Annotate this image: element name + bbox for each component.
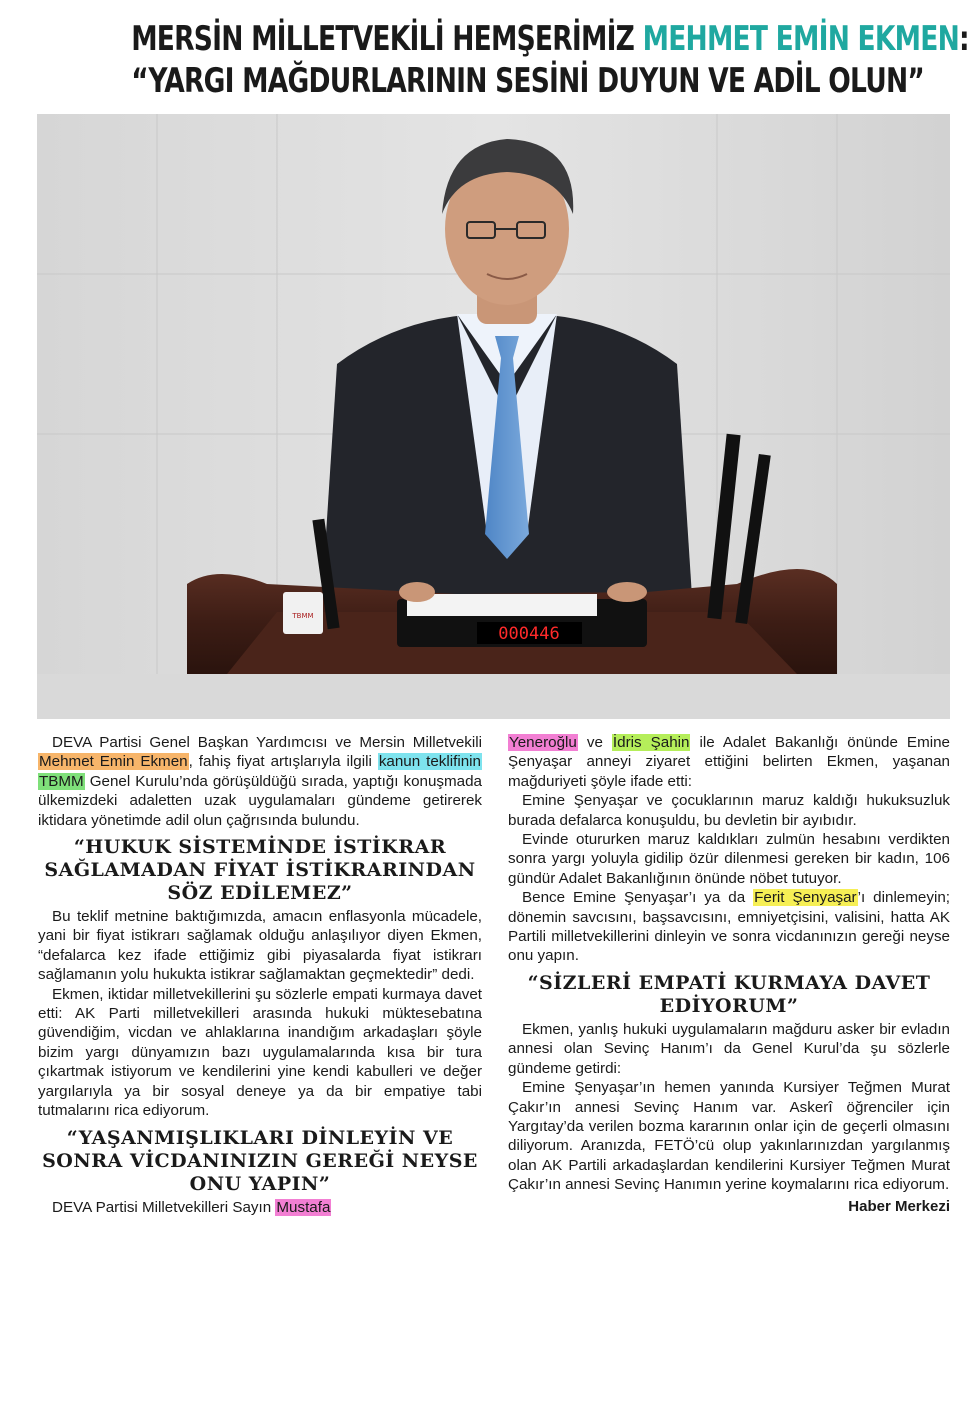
headline-prefix: MERSİN MİLLETVEKİLİ HEMŞERİMİZ	[131, 19, 643, 59]
paragraph-continued	[508, 733, 950, 791]
headline	[131, 18, 969, 102]
column-right	[508, 733, 950, 1216]
paragraph-intro	[38, 733, 482, 830]
text-run: , fahiş fiyat artışlarıyla ilgili	[188, 753, 378, 771]
paragraph-3: Ekmen, iktidar milletvekillerini şu sözlerle empati kurmaya davet etti: AK Parti milletvekilleri arasında hukuki müktesebatına güvendiğim, vicdan ve ahlaklarına inandığım arkadaşları şöyle bizim yargı dünyamızın bazı uygulamalarında kısa bir tura çıkartmak istiyorum ve kendilerini yine kendi kabulleri ve değer yargılarıyla ya bir sosyal deneye ya da bir empatiye tabi tutmalarını rica ediyorum.	[38, 985, 482, 1120]
headline-line-1	[131, 18, 969, 60]
headline-line-2: “YARGI MAĞDURLARININ SESİNİ DUYUN VE ADİL OLUN”	[131, 61, 925, 101]
paragraph-r4	[508, 888, 950, 966]
subheading-1: “HUKUK SİSTEMİNDE İSTİKRAR SAĞLAMADAN FİYAT İSTİKRARINDAN SÖZ EDİLEMEZ”	[44, 836, 476, 905]
headline-colon: :	[959, 19, 969, 59]
text-run: ile Adalet Bakanlığı önünde Emine Şenyaşar anneyi ziyaret ettiğini belirten Ekmen, yaşanan mağduriyeti şöyle ifade etti:	[508, 734, 950, 790]
highlight-kanun: kanun teklifinin	[378, 753, 481, 771]
text-run: Bence Emine Şenyaşar’ı ya da	[522, 889, 754, 907]
column-left	[38, 733, 482, 1217]
text-run: ve	[577, 734, 612, 751]
text-run: ’ı dinlemeyin; dönemin savcısını, başsavcısını, emniyetçisini, valisini, hatta AK Partili milletvekillerini dinleyin ve sonra vicdanınızın gereği neyse onu yapın.	[508, 889, 950, 965]
subheading-2: “YAŞANMIŞLIKLARI DİNLEYİN VE SONRA VİCDANINIZIN GEREĞİ NEYSE ONU YAPIN”	[42, 1126, 478, 1195]
highlight-name: Mehmet Emin Ekmen	[39, 753, 188, 771]
text-run: DEVA Partisi Milletvekilleri Sayın	[52, 1198, 276, 1216]
highlight-idris: İdris Şahin	[612, 734, 690, 751]
article-photo	[37, 114, 950, 719]
text-run: DEVA Partisi Genel Başkan Yardımcısı ve Mersin Milletvekili	[52, 734, 482, 751]
paragraph-r6: Emine Şenyaşar’ın hemen yanında Kursiyer Teğmen Murat Çakır’ın annesi Sevinç Hanım var. Askerî öğrenciler için Yargıtay’da verilen bozma kararının onlar için de geçerli olmasını diliyorum. Aranızda, FETÖ’cü olup yakınlarınızdan yargılanmış olan AK Partili arkadaşlardan kendilerini Kursiyer Teğmen Murat Çakır’ın annesi Sevinç Hanımın yerine koymalarını rica ediyorum.	[508, 1079, 950, 1194]
highlight-tbmm: TBMM	[39, 772, 84, 790]
author-byline: Haber Merkezi	[848, 1197, 950, 1215]
highlight-ferit: Ferit Şenyaşar	[754, 889, 857, 907]
text-run: Genel Kurulu’nda görüşüldüğü sırada, yaptığı konuşmada ülkemizdeki adaletten uzak uygulamaları gündeme getirerek iktidara yönetimde adil olun çağrısında bulundu.	[38, 772, 482, 829]
highlight-yeneroglu: Yeneroğlu	[509, 734, 577, 751]
paragraph-4	[38, 1198, 482, 1217]
paragraph-r2: Emine Şenyaşar ve çocuklarının maruz kaldığı hukuksuzluk burada defalarca konuşuldu, bu devletin bir ayıbıdır.	[508, 792, 950, 829]
subheading-3: “SİZLERİ EMPATİ KURMAYA DAVET EDİYORUM”	[527, 971, 931, 1017]
headline-name: MEHMET EMİN EKMEN	[642, 19, 960, 59]
highlight-mustafa: Mustafa	[276, 1198, 331, 1216]
paragraph-r5: Ekmen, yanlış hukuki uygulamaların mağduru asker bir evladın annesi olan Sevinç Hanım’ı da Genel Kurul’da şu sözlerle gündeme getirdi:	[508, 1020, 950, 1077]
speaker-at-podium-illustration	[37, 114, 950, 719]
podium-counter: 000446	[498, 624, 560, 644]
paragraph-2: Bu teklif metnine baktığımızda, amacın enflasyonla mücadele, yani bir fiyat istikrarı sağlamak olduğu anlaşılıyor diyen Ekmen, “defalarca kez ifade ettiğimiz gibi piyasalarda fiyat istikrarı sağlamanın yolu hukukta istikrar sağlamaktan geçmektedir” dedi.	[38, 908, 482, 984]
cup-label: TBMM	[292, 612, 314, 620]
paragraph-r3: Evinde otururken maruz kaldıkları zulmün hesabını verdikten sonra yargı yoluyla gidilip özür dilenmesi gereken bir kadın, 106 gündür Adalet Bakanlığının önünde nöbet tutuyor.	[508, 831, 950, 887]
